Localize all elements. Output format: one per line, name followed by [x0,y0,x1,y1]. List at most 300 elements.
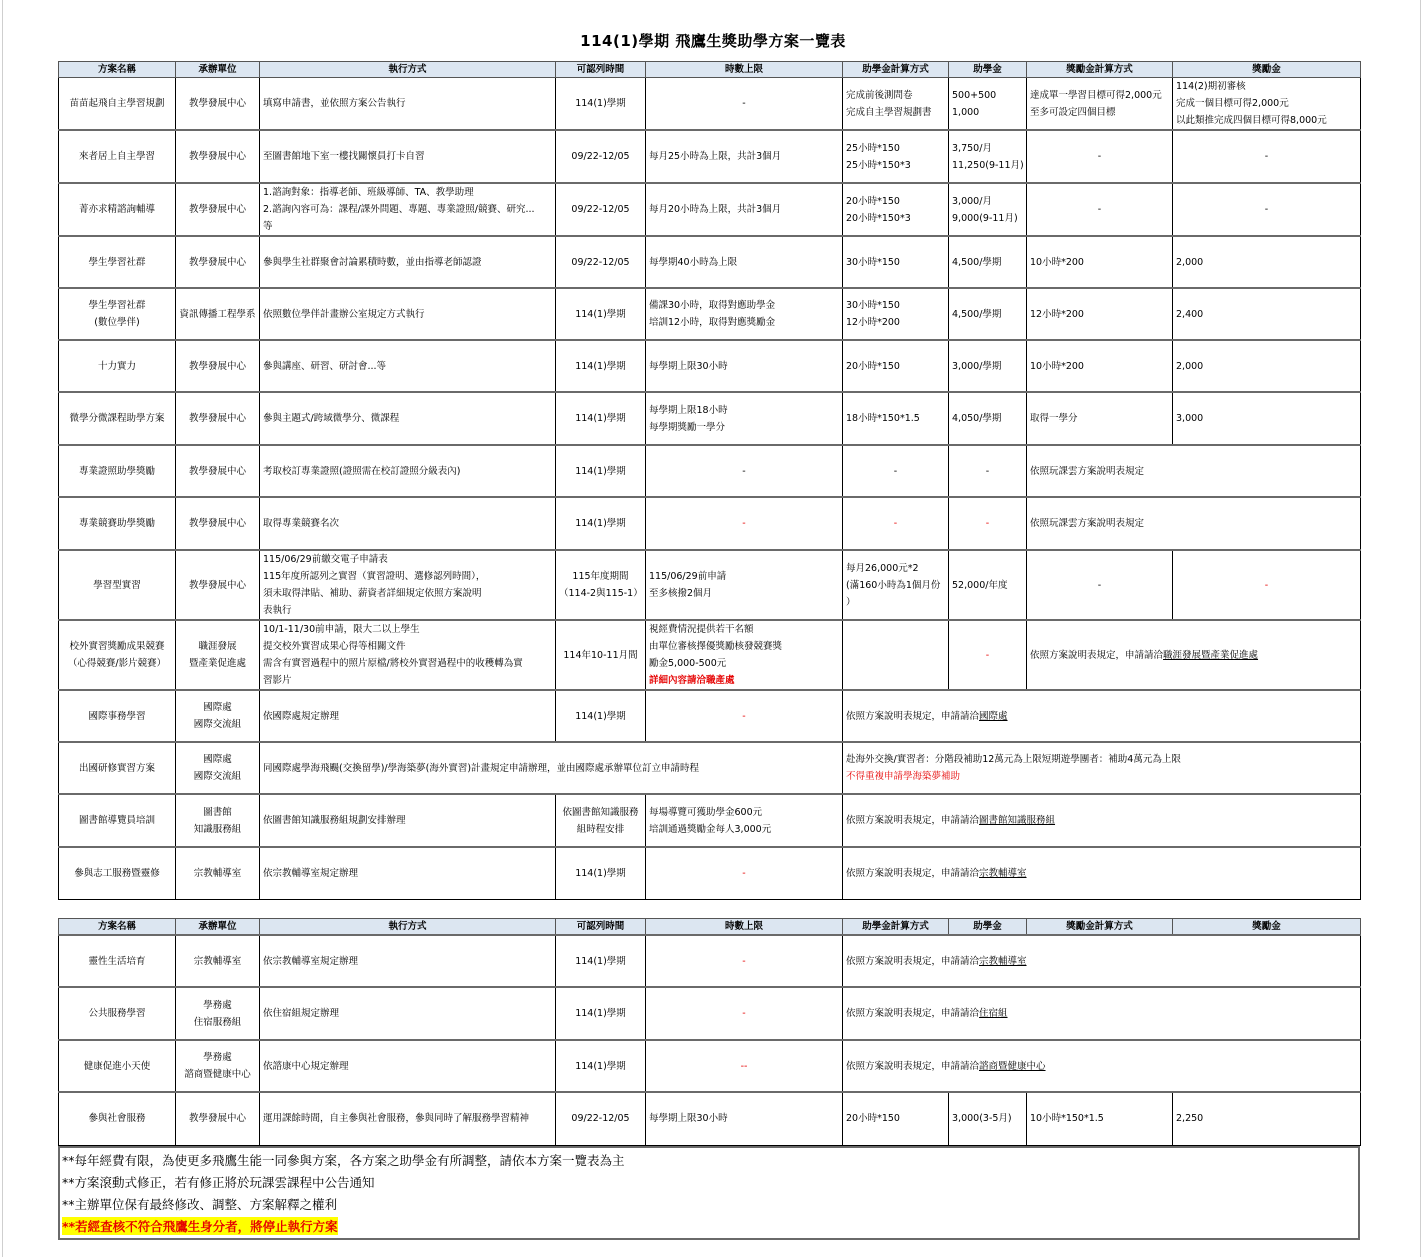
page-left-border [2,0,3,1257]
calc-cell [843,1092,949,1145]
program-name-cell [59,794,176,847]
header-cell: 執行方式 [260,62,556,78]
description-cell: 依照方案說明表規定，申請請洽宗教輔導室 [843,847,1361,899]
calc-line: 完成自主學習規劃書 [846,106,932,118]
reward-cell [1173,78,1361,131]
hours-cell [646,392,843,445]
rcalc-line: 依照玩課雲方案說明表規定 [1030,518,1145,529]
method-line: 參與學生社群聚會討論累積時數，並由指導老師認證 [263,256,482,268]
unit-cell [176,78,260,131]
table-row [59,288,1361,340]
name-line: 出國研修實習方案 [78,762,155,774]
hours-line: 培訓12小時，取得對應獎勵金 [649,317,776,328]
time-line: 114(1)學期 [575,518,626,529]
method-line: 1.諮詢對象：指導老師、班級導師、TA、教學助理 [263,187,474,198]
unit-line: 國際處 [203,702,232,713]
reward-line: 2,000 [1176,360,1204,372]
name-line: 國際事務學習 [88,710,146,722]
hours-cell: - [646,78,843,131]
calc-cell [843,78,949,131]
hours-cell [646,1092,843,1145]
program-name-cell [59,78,176,131]
hours-line: 每場導覽可獲助學金600元 [649,806,763,818]
aid-cell [949,130,1027,183]
method-cell [260,987,556,1040]
aid-line: 4,500/學期 [952,308,1002,320]
method-cell [260,690,556,742]
reward-calc-cell: - [1027,130,1173,183]
calc-cell: - [843,445,949,497]
program-table-1 [58,61,1361,900]
method-line: 提交校外實習成果心得等相關文件 [263,641,406,652]
reward-cell [1173,288,1361,340]
name-line: 學生學習社群 [88,300,146,311]
program-name-cell [59,236,176,288]
table-row [59,550,1361,620]
table-row [59,497,1361,550]
name-line: 學生學習社群 [88,256,146,268]
reward-calc-cell [1027,236,1173,288]
calc-line: 12小時*200 [846,317,900,328]
unit-cell [176,620,260,690]
time-line: 114(1)學期 [575,465,626,477]
name-line: 菁亦求精諮詢輔導 [78,204,155,215]
unit-line: 暨產業促進處 [188,658,246,669]
hours-line: 視經費情況提供若干名額 [649,624,754,635]
hours-line: 115/06/29前申請 [649,571,727,582]
method-cell [260,340,556,392]
time-line: 115年度期間 [572,571,629,582]
hours-cell: - [646,847,843,899]
unit-line: 教學發展中心 [188,151,246,162]
unit-line: 住宿服務組 [193,1016,242,1028]
table-row [59,236,1361,288]
reward-line: 2,400 [1176,308,1204,320]
name-line: (數位學伴) [94,317,140,328]
aid-cell [949,78,1027,131]
rcalc-line: 取得一學分 [1030,413,1078,424]
method-cell [260,794,556,847]
time-line: 114(1)學期 [575,710,626,722]
time-line: 09/22-12/05 [571,256,630,268]
method-cell [260,183,556,236]
method-cell [260,392,556,445]
description-cell: 依照方案說明表規定，申請請洽宗教輔導室 [843,935,1361,987]
contact-unit-link: 圖書館知識服務組 [979,815,1056,826]
hours-line: 每學期40小時為上限 [649,256,738,268]
reward-description-cell: 依照方案說明表規定，申請請洽職涯發展暨產業促進處 [1027,620,1361,690]
hours-cell: - [646,935,843,987]
hours-line: 至多核撥2個月 [649,588,713,599]
note-2: **方案滾動式修正，若有修正將於玩課雲課程中公告通知 [62,1175,375,1190]
method-line: 依圖書館知識服務組規劃安排辦理 [263,815,406,826]
name-line: （心得競賽/影片競賽） [67,658,167,669]
time-cell [556,1040,646,1092]
program-name-cell [59,742,176,794]
program-name-cell [59,935,176,987]
method-line: 2.諮詢內容可為：課程/課外問題、專題、專業證照/競賽、研究... [263,204,535,215]
time-cell [556,288,646,340]
page-right-border [1420,0,1421,1257]
reward-calc-cell [1027,497,1361,550]
table-row [59,794,1361,847]
unit-cell [176,550,260,620]
rcalc-line: 至多可設定四個目標 [1030,106,1116,118]
time-cell [556,130,646,183]
table-row [59,1092,1361,1145]
time-cell [556,794,646,847]
time-cell [556,987,646,1040]
unit-cell [176,935,260,987]
hours-cell: - [646,987,843,1040]
reward-calc-cell: - [1027,183,1173,236]
time-cell [556,1092,646,1145]
method-line: 考取校訂專業證照(證照需在校訂證照分級表內) [263,465,461,477]
unit-line: 學務處 [203,999,232,1011]
method-line: 參與主題式/跨域微學分、微課程 [263,413,400,424]
method-cell [260,288,556,340]
method-line: 10/1-11/30前申請，限大二以上學生 [263,624,420,635]
rcalc-line: 10小時*200 [1030,256,1084,268]
time-cell [556,183,646,236]
method-cell [260,742,843,794]
method-line: 依宗教輔導室規定辦理 [263,955,359,967]
hours-line: 備課30小時，取得對應助學金 [649,300,776,311]
calc-line: 18小時*150*1.5 [846,413,920,424]
header-row [59,62,1361,78]
page-title: 114(1)學期 飛鷹生獎助學方案一覽表 [580,32,846,50]
calc-line: 25小時*150*3 [846,159,911,171]
rcalc-line: 依照玩課雲方案說明表規定 [1030,465,1145,477]
table-row [59,130,1361,183]
table-row [59,183,1361,236]
unit-line: 圖書館 [203,806,232,818]
calc-cell [843,236,949,288]
unit-line: 教學發展中心 [188,98,246,109]
time-cell [556,392,646,445]
hours-cell [646,236,843,288]
reward-cell [1173,236,1361,288]
method-cell [260,620,556,690]
table-row [59,78,1361,131]
desc-line: 赴海外交換/實習者：分階段補助12萬元為上限短期遊學團者：補助4萬元為上限 [846,754,1181,765]
unit-line: 職涯發展 [198,641,237,652]
unit-cell [176,1092,260,1145]
reward-line: 以此類推完成四個目標可得8,000元 [1176,115,1327,126]
program-name-cell [59,497,176,550]
unit-line: 國際處 [203,754,232,765]
header-cell: 時數上限 [646,919,843,936]
unit-line: 宗教輔導室 [193,955,242,967]
unit-line: 教學發展中心 [188,1113,246,1125]
note-1: **每年經費有限，為使更多飛鷹生能一同參與方案，各方案之助學金有所調整，請依本方案一覽表為主 [62,1153,625,1168]
program-table-2 [58,918,1361,1146]
program-name-cell [59,987,176,1040]
hours-cell: - [646,497,843,550]
aid-cell: - [949,497,1027,550]
program-name-cell [59,340,176,392]
program-name-cell [59,1092,176,1145]
hours-cell [646,340,843,392]
table-row [59,340,1361,392]
unit-cell [176,847,260,899]
aid-line: 4,050/學期 [952,413,1002,424]
header-cell: 執行方式 [260,919,556,936]
unit-cell [176,497,260,550]
name-line: 專業競賽助學獎勵 [78,518,155,529]
desc-red-line: 不得重複申請學海築夢補助 [846,771,961,782]
calc-line: 完成前後測問卷 [846,89,913,101]
contact-unit-link: 職涯發展暨產業促進處 [1163,649,1259,661]
method-line: 依宗教輔導室規定辦理 [263,867,359,879]
reward-cell: - [1173,183,1361,236]
unit-cell [176,1040,260,1092]
time-cell [556,690,646,742]
contact-unit-link: 國際處 [979,710,1008,722]
method-cell [260,236,556,288]
program-name-cell [59,183,176,236]
reward-calc-cell: - [1027,550,1173,620]
header-cell: 獎勵金計算方式 [1027,62,1173,78]
program-name-cell [59,392,176,445]
description-cell [843,742,1361,794]
aid-line: 3,000(3-5月) [952,1113,1012,1125]
time-line: 114(1)學期 [575,867,626,879]
header-cell: 時數上限 [646,62,843,78]
aid-cell [949,236,1027,288]
header-cell: 承辦單位 [176,919,260,936]
unit-line: 知識服務組 [193,823,242,835]
header-cell: 可認列時間 [556,62,646,78]
unit-cell [176,742,260,794]
reward-calc-cell [1027,1092,1173,1145]
table-row [59,935,1361,987]
unit-cell [176,183,260,236]
program-name-cell [59,445,176,497]
unit-cell [176,340,260,392]
calc-cell [843,130,949,183]
name-line: 參與志工服務暨靈修 [74,867,160,879]
unit-line: 學務處 [203,1052,232,1063]
unit-line: 資訊傳播工程學系 [179,308,256,320]
reward-line: 2,250 [1176,1113,1204,1125]
method-line: 參與講座、研習、研討會...等 [263,360,387,372]
reward-calc-cell [1027,445,1361,497]
time-cell [556,497,646,550]
calc-cell [843,183,949,236]
time-cell [556,236,646,288]
time-line: 114(1)學期 [575,1060,626,1072]
calc-line: (滿160小時為1個月份 [846,579,941,591]
header-cell: 助學金 [949,62,1027,78]
hours-line: 每月20小時為上限，共計3個月 [649,204,782,215]
unit-cell [176,987,260,1040]
name-line: 健康促進小天使 [83,1060,151,1072]
hours-line: 培訓通過獎勵金每人3,000元 [649,823,772,835]
unit-line: 教學發展中心 [188,579,246,591]
program-name-cell [59,1040,176,1092]
contact-unit-link: 宗教輔導室 [979,955,1027,967]
unit-cell [176,794,260,847]
aid-line: 52,000/年度 [952,579,1008,591]
method-line: 依國際處規定辦理 [263,710,340,722]
reward-calc-cell [1027,340,1173,392]
time-cell [556,620,646,690]
calc-line: 30小時*150 [846,300,900,311]
name-line: 專業證照助學獎勵 [78,465,155,477]
calc-cell [843,620,949,690]
time-cell [556,340,646,392]
table-row [59,392,1361,445]
reward-cell: - [1173,550,1361,620]
name-line: 十力實力 [97,360,136,372]
rcalc-line: 10小時*150*1.5 [1030,1113,1104,1125]
method-line: 運用課餘時間，自主參與社會服務，參與同時了解服務學習精神 [263,1113,530,1125]
method-line: 依諮康中心規定辦理 [263,1060,349,1072]
table-row [59,620,1361,690]
time-line: 114年10-11月間 [563,649,638,661]
time-cell [556,550,646,620]
time-cell [556,847,646,899]
notes-box [58,1146,1360,1240]
calc-line: 25小時*150 [846,142,900,154]
method-cell [260,78,556,131]
unit-line: 教學發展中心 [188,465,246,477]
aid-line: 3,750/月 [952,142,992,154]
time-cell [556,445,646,497]
time-line: 09/22-12/05 [571,1113,630,1125]
reward-cell [1173,392,1361,445]
reward-cell: - [1173,130,1361,183]
unit-line: 教學發展中心 [188,256,246,268]
program-name-cell [59,690,176,742]
hours-cell [646,794,843,847]
aid-cell [949,340,1027,392]
reward-calc-cell [1027,288,1173,340]
description-cell: 依照方案說明表規定，申請請洽諮商暨健康中心 [843,1040,1361,1092]
hours-cell [646,288,843,340]
calc-cell: - [843,497,949,550]
hours-cell [646,130,843,183]
reward-line: 3,000 [1176,413,1204,424]
hours-cell: - [646,445,843,497]
program-name-cell [59,620,176,690]
header-cell: 助學金計算方式 [843,62,949,78]
unit-line: 國際交流組 [193,719,242,730]
aid-line: 3,000/學期 [952,360,1002,372]
method-line: 填寫申請書，並依照方案公告執行 [263,98,406,109]
unit-line: 教學發展中心 [188,413,246,424]
header-cell: 獎勵金 [1173,62,1361,78]
calc-cell [843,392,949,445]
time-line: 114(1)學期 [575,98,626,109]
calc-line: 20小時*150 [846,1113,900,1125]
header-cell: 助學金計算方式 [843,919,949,936]
method-cell [260,130,556,183]
time-line: 09/22-12/05 [571,204,630,215]
description-cell: 依照方案說明表規定，申請請洽圖書館知識服務組 [843,794,1361,847]
method-line: 取得專業競賽名次 [263,518,340,529]
method-cell [260,847,556,899]
method-line: 至圖書館地下室一樓找關懷員打卡自習 [263,151,425,162]
note-4-warning: **若經查核不符合飛鷹生身分者，將停止執行方案 [62,1219,338,1234]
calc-line: 每月26,000元*2 [846,562,919,574]
time-line: （114-2與115-1） [559,588,643,599]
time-line: 114(1)學期 [575,413,626,424]
hours-line: 每學期上限30小時 [649,360,728,372]
hours-cell: - [646,690,843,742]
rcalc-line: 達成單一學習目標可得2,000元 [1030,89,1162,101]
name-line: 公共服務學習 [88,1008,146,1019]
hours-cell [646,183,843,236]
hours-line: 每學期獎勵一學分 [649,421,726,433]
hours-line: 勵金5,000-500元 [649,658,727,669]
method-line: 同國際處學海飛颺(交換留學)/學海築夢(海外實習)計畫規定申請辦理，並由國際處承辦單位訂立申請時程 [263,762,700,774]
time-line: 09/22-12/05 [571,151,630,162]
aid-cell: - [949,620,1027,690]
aid-line: 500+500 [952,89,997,101]
time-line: 114(1)學期 [575,360,626,372]
name-line: 參與社會服務 [88,1113,146,1125]
name-line: 學習型實習 [93,579,141,591]
time-cell [556,935,646,987]
time-line: 依圖書館知識服務 [562,806,639,818]
unit-cell [176,445,260,497]
header-cell: 獎勵金計算方式 [1027,919,1173,936]
reward-line: 完成一個目標可得2,000元 [1176,98,1289,109]
reward-cell [1173,340,1361,392]
calc-line: 20小時*150*3 [846,212,911,224]
aid-cell [949,1092,1027,1145]
calc-cell [843,550,949,620]
table-row [59,987,1361,1040]
method-line: 表執行 [263,605,292,616]
hours-red-line: 詳細內容請洽職產處 [649,675,735,686]
calc-line: 30小時*150 [846,256,900,268]
contact-unit-link: 住宿組 [979,1008,1008,1019]
unit-cell [176,130,260,183]
rcalc-line: 12小時*200 [1030,308,1084,320]
calc-line: ） [846,596,856,608]
description-cell: 依照方案說明表規定，申請請洽國際處 [843,690,1361,742]
unit-line: 宗教輔導室 [193,867,242,879]
method-line: 須未取得津貼、補助、薪資者詳細規定依照方案說明 [263,588,482,599]
program-name-cell [59,130,176,183]
header-cell: 承辦單位 [176,62,260,78]
header-cell: 可認列時間 [556,919,646,936]
table-row [59,847,1361,899]
aid-cell [949,288,1027,340]
aid-line: 1,000 [952,106,980,118]
unit-cell [176,392,260,445]
table-row [59,445,1361,497]
hours-line: 每學期上限18小時 [649,404,728,416]
time-line: 組時程安排 [576,823,625,835]
method-cell [260,550,556,620]
aid-line: 9,000(9-11月) [952,212,1018,224]
unit-line: 諮商暨健康中心 [184,1069,251,1080]
program-name-cell [59,847,176,899]
method-cell [260,935,556,987]
unit-cell [176,690,260,742]
aid-cell [949,550,1027,620]
aid-line: 11,250(9-11月) [952,159,1024,171]
aid-line: 4,500/學期 [952,256,1002,268]
program-name-cell [59,550,176,620]
time-line: 114(1)學期 [575,308,626,320]
unit-line: 教學發展中心 [188,360,246,372]
unit-line: 教學發展中心 [188,204,246,215]
